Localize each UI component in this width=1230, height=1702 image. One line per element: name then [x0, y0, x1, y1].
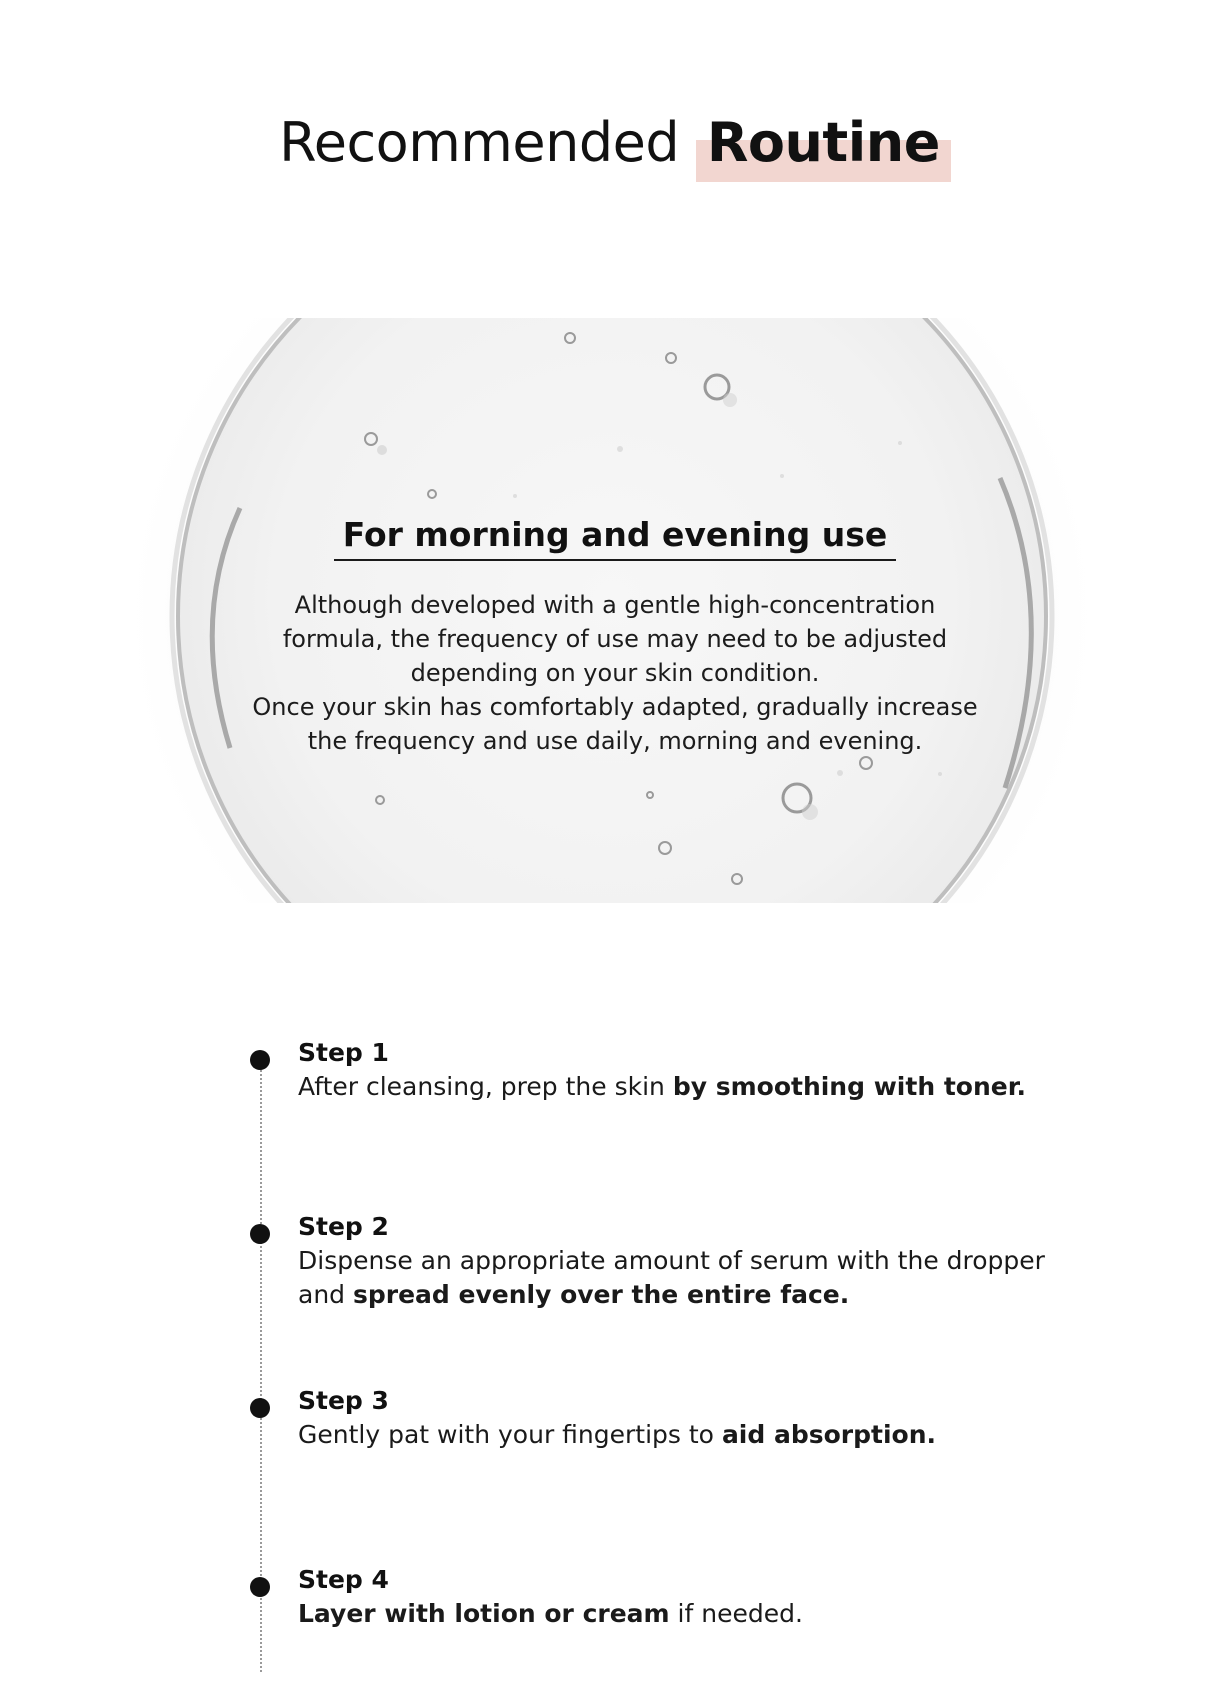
usage-description-line: depending on your skin condition.: [410, 659, 820, 687]
usage-description-line: Once your skin has comfortably adapted, gradually increase: [252, 693, 978, 721]
usage-description-line: the frequency and use daily, morning and evening.: [307, 727, 923, 755]
step-bullet-icon: [250, 1398, 270, 1418]
step-description: [298, 1597, 1078, 1631]
page-title: [0, 108, 1230, 178]
step-label: Step 2: [298, 1212, 389, 1241]
step-description: [298, 1244, 1078, 1312]
step-desc-bold: spread evenly over the entire face.: [352, 1280, 850, 1309]
step-description: [298, 1070, 1078, 1104]
step-label: Step 1: [298, 1038, 389, 1067]
usage-description: [120, 588, 1110, 758]
step-desc-bold: Layer with lotion or cream: [298, 1599, 670, 1628]
step-description: [298, 1418, 1078, 1452]
step-desc-plain: Dispense an appropriate amount of serum with the dropper and: [298, 1246, 1045, 1309]
step-label: Step 3: [298, 1386, 389, 1415]
step-desc-plain: After cleansing, prep the skin: [298, 1072, 673, 1101]
page-title-bold-highlighted: [696, 108, 951, 178]
page-title-bold: Routine: [706, 111, 940, 174]
step-desc-bold: aid absorption.: [721, 1420, 937, 1449]
usage-title-text: For morning and evening use: [334, 513, 896, 561]
step-desc-plain: if needed.: [669, 1599, 803, 1628]
step-bullet-icon: [250, 1050, 270, 1070]
usage-description-line: formula, the frequency of use may need to be adjusted: [282, 625, 948, 653]
step-label: Step 4: [298, 1565, 389, 1594]
serum-droplet-section: [120, 318, 1110, 903]
step-desc-bold: by smoothing with toner.: [672, 1072, 1026, 1101]
usage-description-line: Although developed with a gentle high-concentration: [294, 591, 936, 619]
usage-title: [120, 513, 1110, 561]
step-desc-plain: Gently pat with your fingertips to: [298, 1420, 722, 1449]
step-bullet-icon: [250, 1224, 270, 1244]
page-title-light: Recommended: [279, 111, 680, 174]
step-bullet-icon: [250, 1577, 270, 1597]
